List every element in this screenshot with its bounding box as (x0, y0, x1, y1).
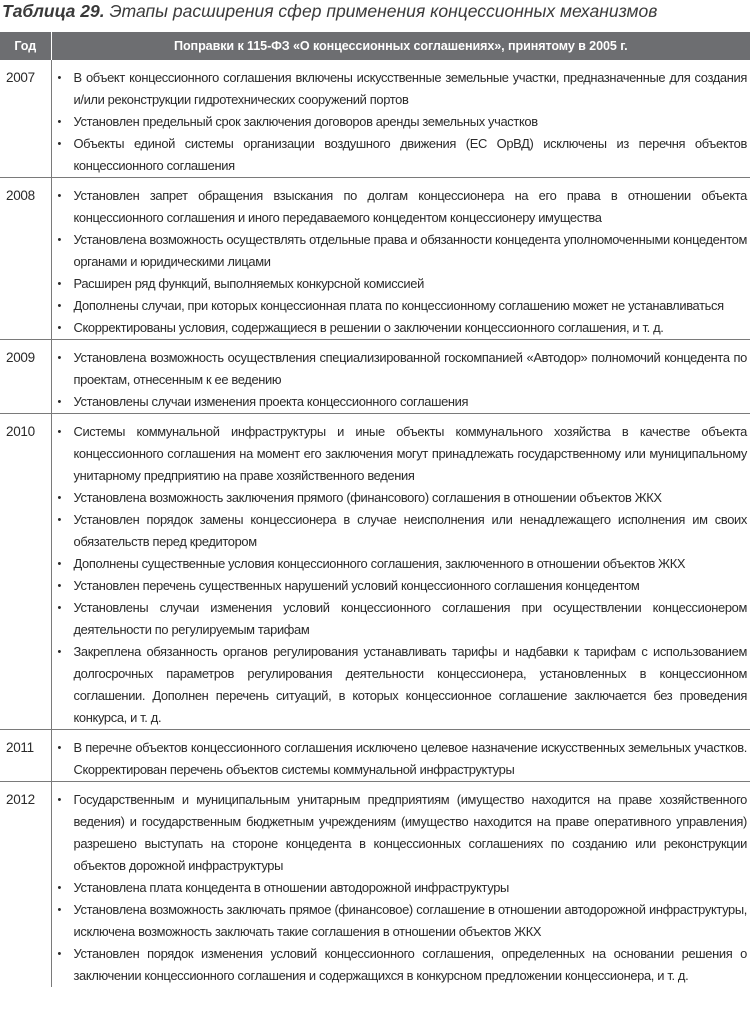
list-item (58, 391, 748, 413)
list-item-text: Расширен ряд функций, выполняемых конкурсной комиссией (73, 276, 424, 291)
year-column-header: Год (0, 32, 51, 60)
bullet-icon: • (57, 558, 62, 570)
list-item-text: Системы коммунальной инфраструктуры и иные объекты коммунального хозяйства в качестве объекта концессионного соглашения на момент его заключения могут принадлежать государственному или муниципальному унитарному предприятию на праве хозяйственного ведения (73, 424, 747, 483)
list-item (58, 185, 748, 229)
bullet-icon: • (57, 322, 62, 334)
list-item (58, 487, 748, 509)
year-cell: 2011 (0, 730, 51, 782)
bullet-icon: • (57, 794, 62, 806)
amendments-list (58, 67, 748, 177)
amendments-list (58, 421, 748, 729)
list-item (58, 789, 748, 877)
list-item (58, 229, 748, 273)
list-item-text: Установлена возможность осуществления специализированной госкомпанией «Автодор» полномочий концедента по проектам, отнесенным к ее ведению (73, 350, 747, 387)
list-item (58, 553, 748, 575)
table-row (0, 340, 750, 414)
list-item (58, 347, 748, 391)
bullet-icon: • (57, 580, 62, 592)
bullet-icon: • (57, 948, 62, 960)
amendments-column-header: Поправки к 115-ФЗ «О концессионных соглашениях», принятому в 2005 г. (51, 32, 750, 60)
amendments-list (58, 737, 748, 781)
table-row (0, 730, 750, 782)
list-item (58, 133, 748, 177)
year-cell: 2012 (0, 782, 51, 988)
list-item-text: Государственным и муниципальным унитарным предприятиям (имущество находится на праве хозяйственного ведения) и государственным бюджетным учреждениям (имущество находится на праве оперативного управления) разрешено выступать на стороне концедента в концессионных соглашениях по созданию или реконструкции объектов дорожной инфраструктуры (73, 792, 747, 873)
amendments-cell (51, 414, 750, 730)
list-item (58, 899, 748, 943)
list-item-text: Установлен предельный срок заключения договоров аренды земельных участков (73, 114, 538, 129)
list-item (58, 877, 748, 899)
list-item-text: Объекты единой системы организации воздушного движения (ЕС ОрВД) исключены из перечня объектов концессионного соглашения (73, 136, 747, 173)
list-item (58, 295, 748, 317)
amendments-cell (51, 340, 750, 414)
table-caption (0, 0, 750, 32)
table-row (0, 782, 750, 988)
list-item (58, 317, 748, 339)
amendments-table (0, 32, 750, 987)
year-cell: 2008 (0, 178, 51, 340)
list-item (58, 641, 748, 729)
list-item-text: Установлен перечень существенных нарушений условий концессионного соглашения концедентом (73, 578, 640, 593)
table-header-row (0, 32, 750, 60)
year-cell: 2009 (0, 340, 51, 414)
list-item (58, 943, 748, 987)
amendments-list (58, 185, 748, 339)
table-caption-label: Таблица 29. (2, 1, 105, 21)
bullet-icon: • (57, 190, 62, 202)
list-item-text: Установлен порядок изменения условий концессионного соглашения, определенных на основании решения о заключении концессионного соглашения и содержащихся в конкурсном предложении концессионера, и т. д. (73, 946, 747, 983)
amendments-cell (51, 178, 750, 340)
list-item-text: Закреплена обязанность органов регулирования устанавливать тарифы и надбавки к тарифам с использованием долгосрочных параметров регулирования деятельности концессионера, установленных в концессионном соглашении. Дополнен перечень ситуаций, в которых концессионное соглашение заключается без проведения конкурса, и т. д. (73, 644, 747, 725)
list-item (58, 509, 748, 553)
amendments-list (58, 789, 748, 987)
bullet-icon: • (57, 352, 62, 364)
list-item-text: Установлена возможность заключения прямого (финансового) соглашения в отношении объектов ЖКХ (73, 490, 662, 505)
list-item (58, 575, 748, 597)
list-item-text: В объект концессионного соглашения включены искусственные земельные участки, предназначенные для создания и/или реконструкции гидротехнических сооружений портов (73, 70, 747, 107)
list-item (58, 67, 748, 111)
bullet-icon: • (57, 396, 62, 408)
bullet-icon: • (57, 72, 62, 84)
list-item (58, 597, 748, 641)
amendments-cell (51, 730, 750, 782)
bullet-icon: • (57, 602, 62, 614)
list-item-text: В перечне объектов концессионного соглашения исключено целевое назначение искусственных земельных участков. Скорректирован перечень объектов системы коммунальной инфраструктуры (73, 740, 747, 777)
bullet-icon: • (57, 116, 62, 128)
bullet-icon: • (57, 138, 62, 150)
table-row (0, 178, 750, 340)
amendments-list (58, 347, 748, 413)
amendments-cell (51, 782, 750, 988)
table-caption-title: Этапы расширения сфер применения концессионных механизмов (109, 1, 658, 21)
list-item-text: Установлены случаи изменения проекта концессионного соглашения (73, 394, 469, 409)
list-item (58, 737, 748, 781)
bullet-icon: • (57, 492, 62, 504)
bullet-icon: • (57, 234, 62, 246)
list-item-text: Дополнены существенные условия концессионного соглашения, заключенного в отношении объектов ЖКХ (73, 556, 686, 571)
list-item-text: Установлен запрет обращения взыскания по долгам концессионера на его права в отношении объекта концессионного соглашения и иного передаваемого концедентом концессионеру имущества (73, 188, 747, 225)
bullet-icon: • (57, 646, 62, 658)
list-item-text: Установлен порядок замены концессионера в случае неисполнения или ненадлежащего исполнения им своих обязательств перед кредитором (73, 512, 747, 549)
table-body (0, 60, 750, 987)
list-item-text: Установлена возможность осуществлять отдельные права и обязанности концедента уполномоченными концедентом органами и юридическими лицами (73, 232, 747, 269)
bullet-icon: • (57, 426, 62, 438)
bullet-icon: • (57, 278, 62, 290)
list-item (58, 111, 748, 133)
bullet-icon: • (57, 514, 62, 526)
table-row (0, 60, 750, 178)
bullet-icon: • (57, 882, 62, 894)
table-row (0, 414, 750, 730)
year-cell: 2010 (0, 414, 51, 730)
list-item (58, 273, 748, 295)
list-item-text: Установлены случаи изменения условий концессионного соглашения при осуществлении концессионером деятельности по регулируемым тарифам (73, 600, 747, 637)
bullet-icon: • (57, 742, 62, 754)
list-item (58, 421, 748, 487)
list-item-text: Установлена возможность заключать прямое (финансовое) соглашение в отношении автодорожной инфраструктуры, исключена возможность заключать такие соглашения в отношении объектов ЖКХ (73, 902, 747, 939)
bullet-icon: • (57, 300, 62, 312)
bullet-icon: • (57, 904, 62, 916)
amendments-cell (51, 60, 750, 178)
list-item-text: Установлена плата концедента в отношении автодорожной инфраструктуры (73, 880, 509, 895)
list-item-text: Скорректированы условия, содержащиеся в решении о заключении концессионного соглашения, и т. д. (73, 320, 664, 335)
year-cell: 2007 (0, 60, 51, 178)
list-item-text: Дополнены случаи, при которых концессионная плата по концессионному соглашению может не устанавливаться (73, 298, 724, 313)
